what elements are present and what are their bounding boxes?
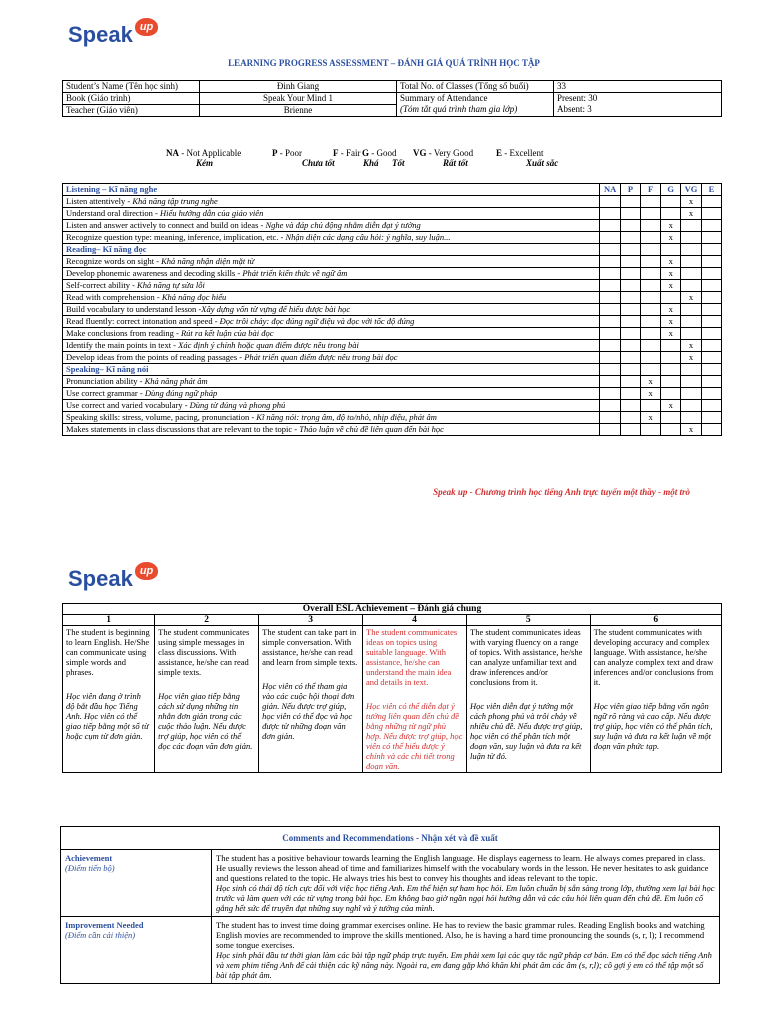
rating-cell-g: x: [661, 268, 681, 280]
section-header: [63, 244, 722, 256]
rating-cell-vg: [681, 412, 702, 424]
page-title: LEARNING PROGRESS ASSESSMENT – ĐÁNH GIÁ QUÁ TRÌNH HỌC TẬP: [228, 58, 540, 68]
rating-cell-vg: [681, 400, 702, 412]
rating-cell-e: [701, 208, 721, 220]
column-header: VG: [681, 184, 702, 196]
legend-vi: Xuất sắc: [526, 158, 559, 168]
achievement-label: Achievement (Điểm tiến bộ): [61, 850, 212, 917]
level-number: 2: [155, 615, 259, 626]
attendance-value: Present: 30 Absent: 3: [554, 93, 722, 117]
rating-cell-vg: [681, 376, 702, 388]
legend-en: - Good: [371, 148, 397, 158]
level-number: 1: [63, 615, 155, 626]
student-info-table: [62, 80, 722, 117]
rating-cell-p: [620, 328, 640, 340]
column-header: [701, 244, 721, 256]
section-title: Speaking– Kĩ năng nói: [63, 364, 600, 376]
rating-cell-vg: [681, 232, 702, 244]
skill-row: [63, 388, 722, 400]
level-description: The student is beginning to learn English. He/She can communicate using simple words and phrases. Học viên đang ở trình độ bắt đầu học Tiếng Anh. Học viên có thể giao tiếp bằng một số từ hoặc cụm từ đơn giản.: [63, 626, 155, 773]
column-header: [701, 364, 721, 376]
skill-name: Pronunciation ability - Khả năng phát âm: [63, 376, 600, 388]
rating-cell-e: [701, 376, 721, 388]
skill-name: Listen attentively - Khả năng tập trung nghe: [63, 196, 600, 208]
skill-name: Recognize words on sight - Khả năng nhận diện mặt từ: [63, 256, 600, 268]
rating-cell-f: [641, 232, 661, 244]
rating-cell-na: [600, 376, 621, 388]
rating-cell-e: [701, 268, 721, 280]
classes-label: Total No. of Classes (Tổng số buổi): [397, 81, 554, 93]
column-header: NA: [600, 184, 621, 196]
rating-cell-e: [701, 388, 721, 400]
rating-cell-na: [600, 268, 621, 280]
rating-cell-na: [600, 208, 621, 220]
legend-e: [496, 148, 558, 168]
skill-row: [63, 208, 722, 220]
rating-cell-g: [661, 196, 681, 208]
skill-row: [63, 220, 722, 232]
rating-cell-vg: [681, 328, 702, 340]
level-number: 5: [467, 615, 591, 626]
level-number: 6: [590, 615, 721, 626]
skill-name: Read fluently: correct intonation and speed - Đọc trôi chảy: đọc đúng ngữ điệu và đọc với tốc độ đúng: [63, 316, 600, 328]
rating-cell-g: [661, 388, 681, 400]
skill-name: Makes statements in class discussions that are relevant to the topic - Thảo luận về chủ đề liên quan đến bài học: [63, 424, 600, 436]
student-name-label: Student’s Name (Tên học sinh): [63, 81, 200, 93]
comments-table: [60, 826, 720, 984]
level-number: 4: [363, 615, 467, 626]
legend-code: F: [333, 148, 339, 158]
skill-name: Build vocabulary to understand lesson -Xây dựng vốn từ vựng để hiểu được bài học: [63, 304, 600, 316]
rating-cell-f: [641, 220, 661, 232]
skill-row: [63, 412, 722, 424]
rating-cell-g: [661, 424, 681, 436]
skill-name: Develop phonemic awareness and decoding skills - Phát triển kiến thức về ngữ âm: [63, 268, 600, 280]
rating-cell-f: [641, 256, 661, 268]
rating-cell-na: [600, 196, 621, 208]
rating-cell-p: [620, 280, 640, 292]
teacher-label: Teacher (Giáo viên): [63, 105, 200, 117]
skill-name: Listen and answer actively to connect and build on ideas - Nghe và đáp chủ động nhằm diễn đạt ý tưởng: [63, 220, 600, 232]
improvement-label: Improvement Needed (Điểm cần cải thiện): [61, 917, 212, 984]
rating-cell-f: [641, 268, 661, 280]
rating-cell-vg: x: [681, 352, 702, 364]
rating-cell-na: [600, 352, 621, 364]
rating-cell-e: [701, 412, 721, 424]
rating-cell-vg: [681, 220, 702, 232]
column-header: [620, 244, 640, 256]
rating-cell-na: [600, 280, 621, 292]
rating-cell-e: [701, 316, 721, 328]
column-header: [641, 364, 661, 376]
legend-en: - Excellent: [504, 148, 544, 158]
skill-name: Recognize question type: meaning, inference, implication, etc. - Nhận diện các dạng câu hỏi: ý nghĩa, suy luận...: [63, 232, 600, 244]
rating-cell-vg: [681, 268, 702, 280]
skill-row: [63, 280, 722, 292]
column-header: [600, 244, 621, 256]
rating-cell-p: [620, 316, 640, 328]
legend-vi: Chưa tốt: [302, 158, 335, 168]
skill-name: Make conclusions from reading - Rút ra kết luận của bài đọc: [63, 328, 600, 340]
rating-cell-e: [701, 340, 721, 352]
legend-en: - Fair: [340, 148, 361, 158]
rating-cell-f: [641, 280, 661, 292]
rating-cell-f: x: [641, 412, 661, 424]
overall-title: Overall ESL Achievement – Đánh giá chung: [63, 604, 722, 615]
legend-code: E: [496, 148, 503, 158]
rating-cell-p: [620, 352, 640, 364]
rating-cell-p: [620, 232, 640, 244]
legend-code: NA: [166, 148, 179, 158]
rating-cell-e: [701, 352, 721, 364]
skill-row: [63, 316, 722, 328]
column-header: [661, 364, 681, 376]
book-label: Book (Giáo trình): [63, 93, 200, 105]
skill-row: [63, 292, 722, 304]
rating-cell-na: [600, 292, 621, 304]
level-description: The student communicates ideas with varying fluency on a range of topics. With assistance, he/she can analyze unfamiliar text and draw inferences and/or conclusions from it. Học viên diễn đạt ý tưởng một cách phong phú và trôi chảy về nhiều chủ đề. Nếu được trợ giúp, học viên có thể phân tích một đoạn văn, suy luận và đưa ra kết luận từ đó.: [467, 626, 591, 773]
rating-cell-na: [600, 388, 621, 400]
rating-cell-vg: [681, 388, 702, 400]
legend-vi: Kém: [196, 158, 213, 168]
attendance-label: Summary of Attendance (Tóm tắt quá trình tham gia lớp): [397, 93, 554, 117]
rating-cell-f: [641, 424, 661, 436]
rating-cell-g: x: [661, 328, 681, 340]
rating-cell-f: [641, 340, 661, 352]
rating-cell-g: x: [661, 232, 681, 244]
rating-cell-e: [701, 400, 721, 412]
rating-cell-e: [701, 304, 721, 316]
rating-cell-na: [600, 400, 621, 412]
rating-cell-g: x: [661, 400, 681, 412]
skill-name: Develop ideas from the points of reading passages - Phát triển quan điểm được nêu trong bài đọc: [63, 352, 600, 364]
section-title: Reading– Kĩ năng đọc: [63, 244, 600, 256]
legend-en: - Very Good: [428, 148, 474, 158]
column-header: [620, 364, 640, 376]
skill-row: [63, 196, 722, 208]
rating-cell-g: [661, 352, 681, 364]
skill-row: [63, 232, 722, 244]
rating-cell-e: [701, 328, 721, 340]
skill-name: Speaking skills: stress, volume, pacing, pronunciation - Kĩ năng nói: trọng âm, độ to/nhỏ, nhịp điệu, phát âm: [63, 412, 600, 424]
rating-cell-na: [600, 328, 621, 340]
comments-title: Comments and Recommendations - Nhận xét và đề xuất: [61, 827, 720, 850]
column-header: G: [661, 184, 681, 196]
skill-name: Self-correct ability - Khả năng tự sửa lỗi: [63, 280, 600, 292]
rating-cell-vg: x: [681, 196, 702, 208]
tagline: Speak up - Chương trình học tiếng Anh trực tuyến một thầy - một trò: [433, 487, 690, 497]
rating-cell-na: [600, 232, 621, 244]
column-header: F: [641, 184, 661, 196]
rating-cell-na: [600, 304, 621, 316]
legend-vg: [413, 148, 473, 168]
rating-cell-e: [701, 196, 721, 208]
rating-cell-f: x: [641, 388, 661, 400]
skill-row: [63, 400, 722, 412]
rating-cell-p: [620, 304, 640, 316]
skills-table: [62, 183, 722, 436]
rating-cell-f: [641, 292, 661, 304]
rating-cell-vg: x: [681, 340, 702, 352]
rating-cell-g: x: [661, 256, 681, 268]
student-name-value: Đinh Giang: [200, 81, 397, 93]
rating-cell-vg: x: [681, 424, 702, 436]
rating-cell-na: [600, 316, 621, 328]
section-header: [63, 184, 722, 196]
column-header: P: [620, 184, 640, 196]
rating-cell-vg: [681, 280, 702, 292]
rating-cell-g: [661, 208, 681, 220]
rating-cell-p: [620, 340, 640, 352]
rating-cell-e: [701, 256, 721, 268]
level-description: The student can take part in simple conversation. With assistance, he/she can read and learn from simple texts. Học viên có thể tham gia vào các cuộc hội thoại đơn giản. Nếu được trợ giúp, học viên có thể đọc và học được từ những đoạn văn đơn giản.: [259, 626, 363, 773]
level-description: The student communicates using simple messages in class discussions. With assistance, he/she can read simple texts. Học viên giao tiếp bằng cách sử dụng những tin nhắn đơn giản trong các cuộc thảo luận. Nếu được trợ giúp, học viên có thể đọc các đoạn văn đơn giản.: [155, 626, 259, 773]
rating-cell-p: [620, 400, 640, 412]
rating-cell-e: [701, 292, 721, 304]
legend-code: P: [272, 148, 278, 158]
level-description: The student communicates with developing accuracy and complex language. With assistance, he/she can analyze complex text and draw inferences and/or conclusions from it. Học viên giao tiếp bằng vốn ngôn ngữ rõ ràng và cao cấp. Nếu được trợ giúp, học viên có thể phân tích, suy luận và đưa ra kết luận về một đoạn văn phức tạp.: [590, 626, 721, 773]
legend-na: [166, 148, 241, 168]
rating-cell-e: [701, 232, 721, 244]
legend-p: [272, 148, 335, 168]
legend-g: [362, 148, 405, 168]
skill-row: [63, 424, 722, 436]
rating-cell-g: x: [661, 220, 681, 232]
rating-cell-g: [661, 412, 681, 424]
rating-cell-na: [600, 340, 621, 352]
rating-cell-na: [600, 220, 621, 232]
column-header: [600, 364, 621, 376]
rating-cell-e: [701, 424, 721, 436]
rating-cell-f: [641, 400, 661, 412]
skill-row: [63, 352, 722, 364]
rating-cell-g: [661, 292, 681, 304]
rating-cell-g: [661, 340, 681, 352]
rating-cell-f: [641, 304, 661, 316]
legend-code: G: [362, 148, 370, 158]
skill-row: [63, 304, 722, 316]
skill-row: [63, 340, 722, 352]
rating-cell-vg: [681, 304, 702, 316]
skill-name: Read with comprehension - Khả năng đọc hiểu: [63, 292, 600, 304]
achievement-text: The student has a positive behaviour towards learning the English language. He displays eagerness to learn. He always comes prepared in class. He usually reviews the lesson ahead of time and familiarizes himself with the vocabulary words in the lesson. He never hesitates to ask guidance and questions related to the topic. He always tries his best to convey his thoughts and ideas relevant to the topic. Học sinh có thái độ tích cực đối với việc học tiếng Anh. Em thể hiện sự ham học hỏi. Em luôn chuẩn bị sẵn sàng trong lớp, thường xem lại bài học trước và làm quen với các từ vựng trong bài học. Em không bao giờ ngần ngại hỏi hướng dẫn và các câu hỏi liên quan đến chủ đề. Em luôn cố gắng hết sức để truyền đạt những suy nghĩ và ý tưởng của mình.: [212, 850, 720, 917]
column-header: [661, 244, 681, 256]
column-header: [681, 244, 702, 256]
rating-cell-vg: [681, 256, 702, 268]
rating-cell-e: [701, 220, 721, 232]
rating-cell-p: [620, 196, 640, 208]
rating-cell-p: [620, 424, 640, 436]
rating-cell-e: [701, 280, 721, 292]
legend-en: - Poor: [279, 148, 302, 158]
rating-cell-g: x: [661, 304, 681, 316]
rating-cell-vg: x: [681, 292, 702, 304]
legend-code: VG: [413, 148, 427, 158]
skill-name: Use correct grammar - Dùng đúng ngữ pháp: [63, 388, 600, 400]
rating-cell-g: x: [661, 316, 681, 328]
rating-cell-vg: [681, 316, 702, 328]
book-value: Speak Your Mind 1: [200, 93, 397, 105]
legend-vi: Khá: [363, 158, 379, 168]
improvement-text: The student has to invest time doing grammar exercises online. He has to review the basic grammar rules. Reading English books and watching English movies are recommended to improve the skills mentioned. Also, he is having a hard time pronouncing the sounds (s, r, l); I recommend some tongue exercises. Học sinh phải đầu tư thời gian làm các bài tập ngữ pháp trực tuyến. Em phải xem lại các quy tắc ngữ pháp cơ bản. Em có thể đọc sách tiếng Anh và xem phim tiếng Anh để cải thiện các kỹ năng này. Ngoài ra, em đang gặp khó khăn khi phát âm các âm (s, r,l); cô gợi ý em có thể tập một số bài tập phát âm.: [212, 917, 720, 984]
rating-cell-f: [641, 196, 661, 208]
rating-cell-p: [620, 268, 640, 280]
rating-cell-vg: x: [681, 208, 702, 220]
rating-cell-p: [620, 208, 640, 220]
rating-cell-na: [600, 256, 621, 268]
skill-name: Identify the main points in text - Xác định ý chính hoặc quan điểm được nêu trong bài: [63, 340, 600, 352]
section-title: Listening – Kĩ năng nghe: [63, 184, 600, 196]
skill-row: [63, 256, 722, 268]
rating-cell-p: [620, 388, 640, 400]
legend-en: - Not Applicable: [181, 148, 242, 158]
level-description: The student communicates ideas on topics using suitable language. With assistance, he/she can understand the main idea and details in text. Học viên có thể diễn đạt ý tưởng liên quan đến chủ đề bằng những từ ngữ phù hợp. Nếu được trợ giúp, học viên có thể hiểu được ý chính và các chi tiết trong đoạn văn.: [363, 626, 467, 773]
rating-cell-na: [600, 424, 621, 436]
rating-cell-f: [641, 328, 661, 340]
rating-cell-p: [620, 412, 640, 424]
speakup-logo-2: Speak up: [68, 566, 158, 592]
skill-name: Use correct and varied vocabulary - Dùng từ đúng và phong phú: [63, 400, 600, 412]
overall-achievement-table: [62, 603, 722, 773]
classes-value: 33: [554, 81, 722, 93]
teacher-value: Brienne: [200, 105, 397, 117]
rating-cell-p: [620, 292, 640, 304]
column-header: E: [701, 184, 721, 196]
skill-name: Understand oral direction - Hiểu hướng dẫn của giáo viên: [63, 208, 600, 220]
rating-cell-g: [661, 376, 681, 388]
speakup-logo: Speak up: [68, 22, 158, 48]
section-header: [63, 364, 722, 376]
skill-row: [63, 328, 722, 340]
level-number: 3: [259, 615, 363, 626]
rating-cell-f: [641, 352, 661, 364]
rating-cell-p: [620, 256, 640, 268]
column-header: [641, 244, 661, 256]
rating-cell-p: [620, 376, 640, 388]
column-header: [681, 364, 702, 376]
skill-row: [63, 376, 722, 388]
rating-cell-f: x: [641, 376, 661, 388]
legend-vi: Tốt: [392, 158, 405, 168]
rating-cell-f: [641, 208, 661, 220]
rating-cell-g: x: [661, 280, 681, 292]
rating-cell-f: [641, 316, 661, 328]
skill-row: [63, 268, 722, 280]
rating-cell-p: [620, 220, 640, 232]
rating-cell-na: [600, 412, 621, 424]
legend-vi: Rất tốt: [443, 158, 468, 168]
